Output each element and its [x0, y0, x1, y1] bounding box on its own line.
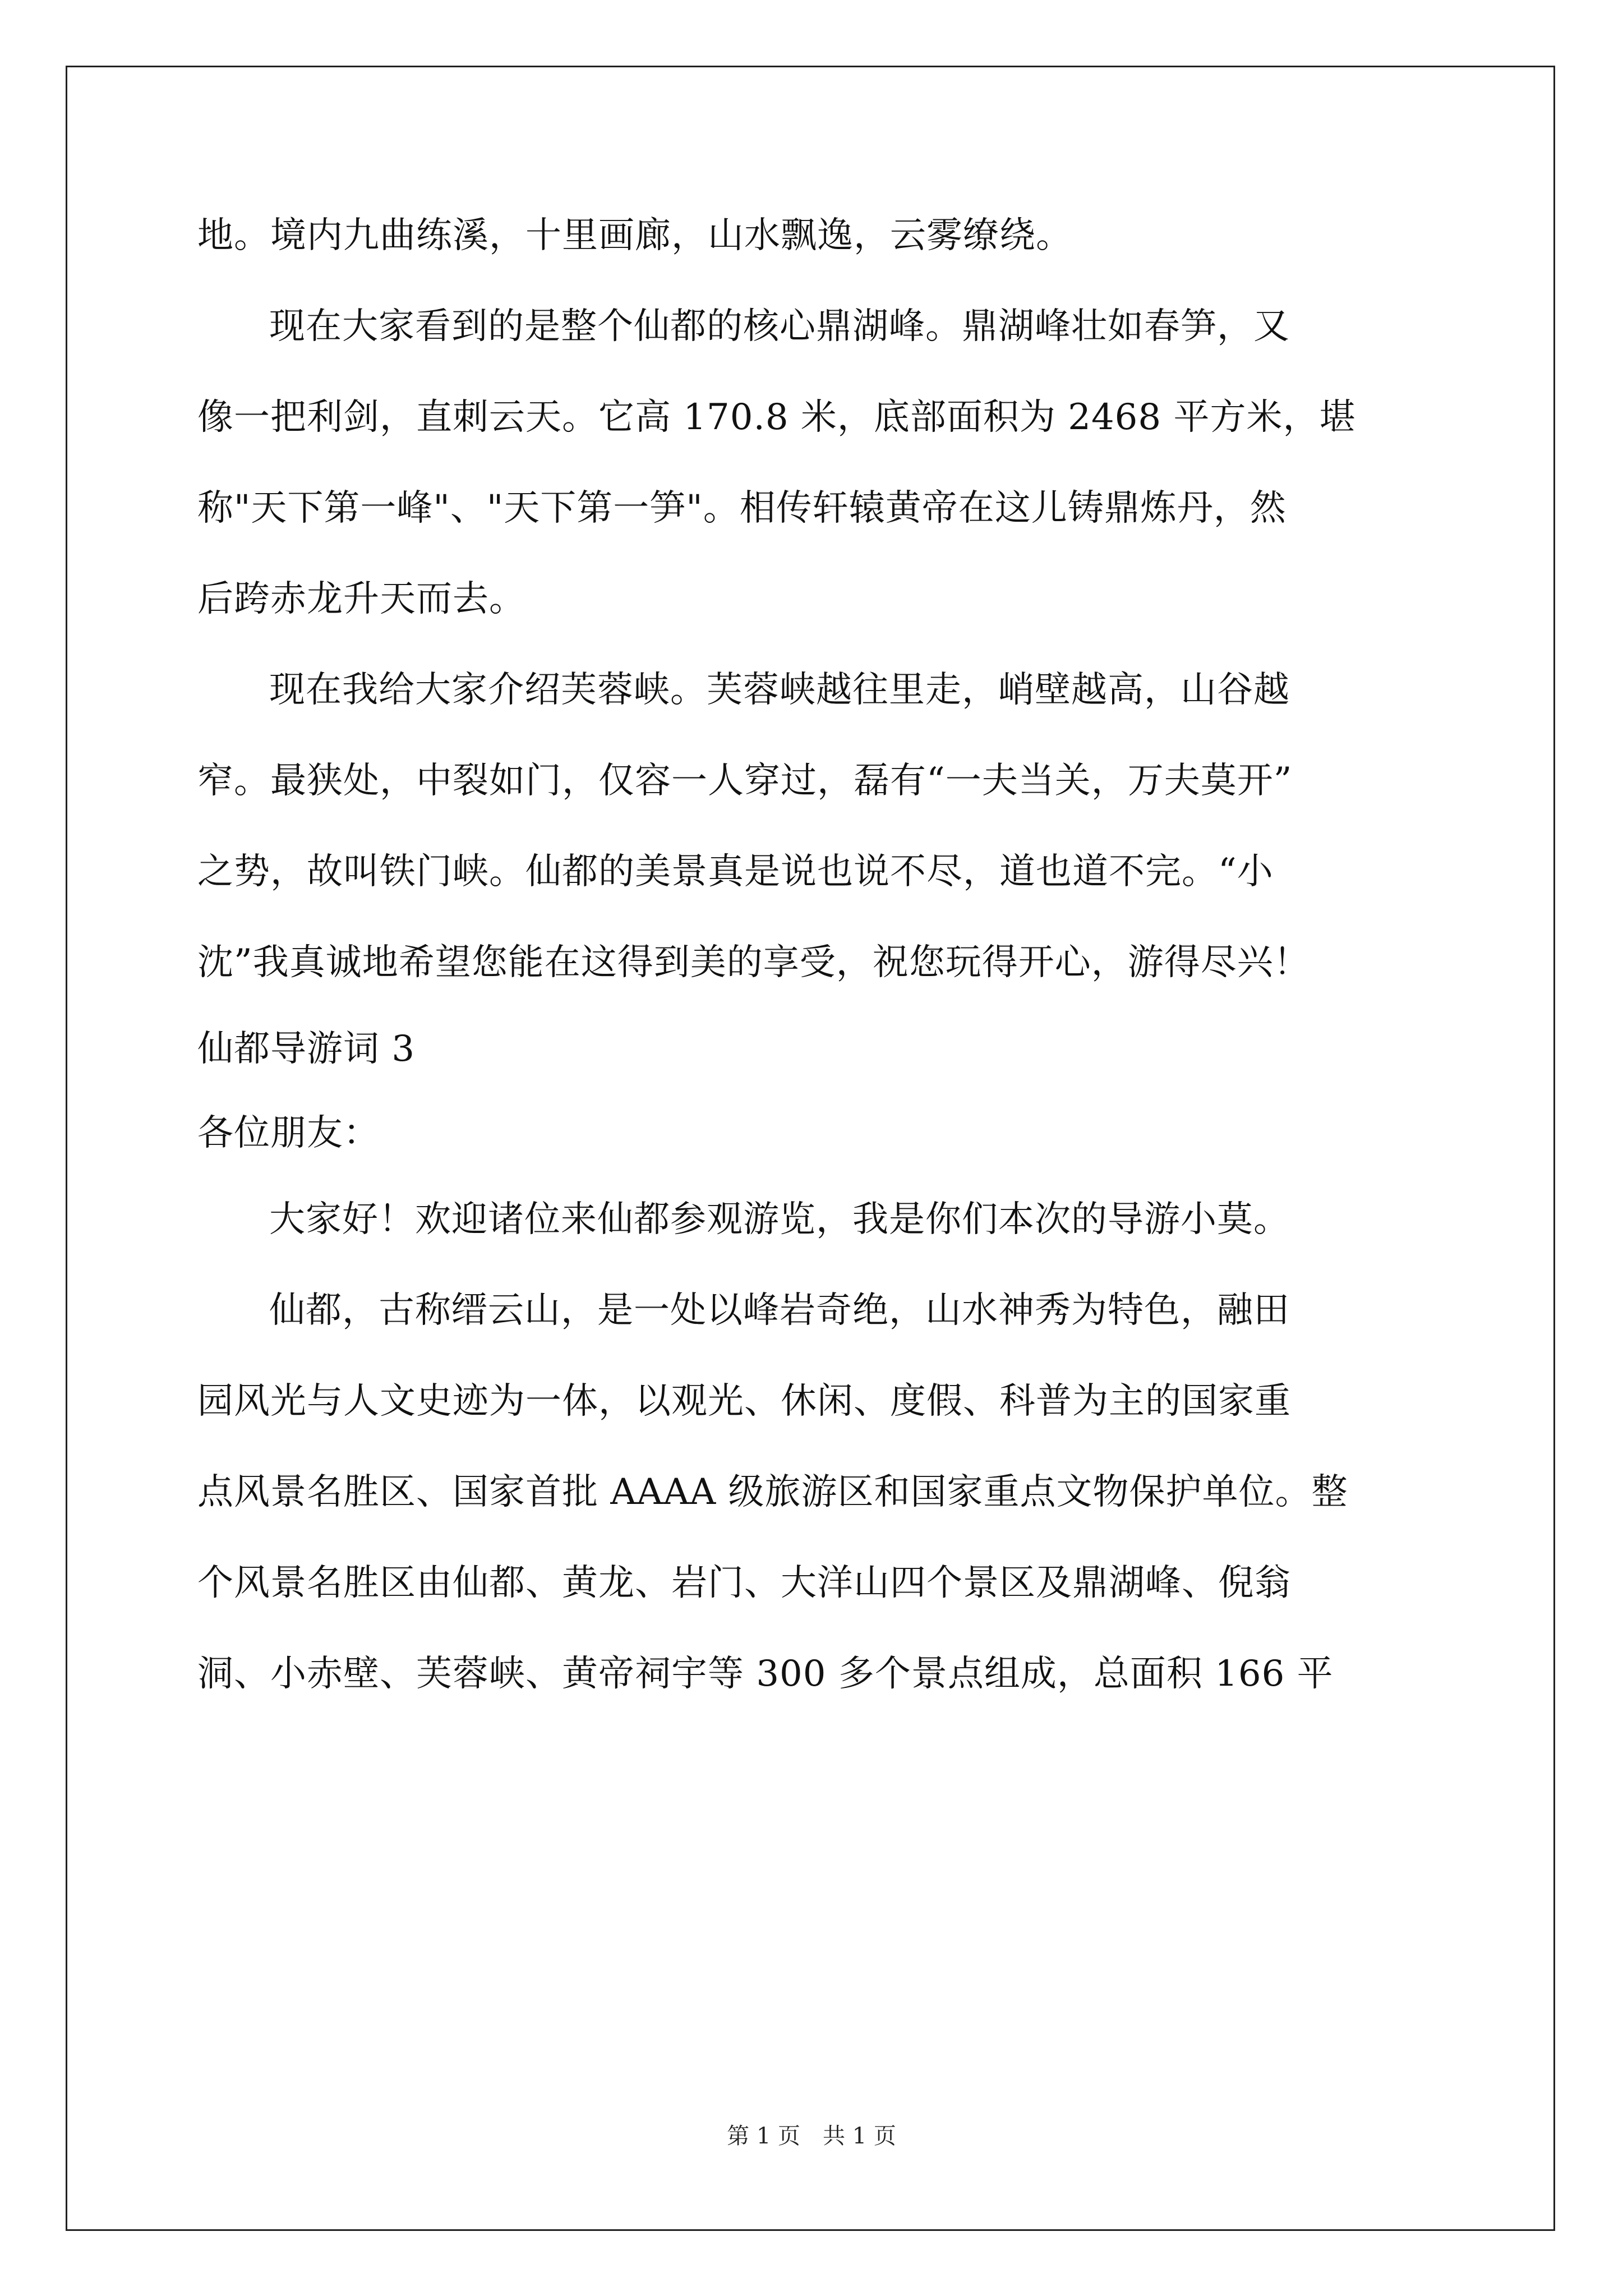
text-line: 地。境内九曲练溪，十里画廊，山水飘逸，云雾缭绕。 — [197, 215, 1072, 256]
text-line: 后跨赤龙升天而去。 — [197, 578, 525, 620]
page-footer: 第 1 页 共 1 页 — [727, 2123, 896, 2149]
text-line: 窄。最狭处，中裂如门，仅容一人穿过，磊有“一夫当关，万夫莫开” — [197, 760, 1293, 802]
text-line: 称"天下第一峰"、"天下第一笋"。相传轩辕黄帝在这儿铸鼎炼丹，然 — [197, 487, 1287, 529]
text-line: 点风景名胜区、国家首批 AAAA 级旅游区和国家重点文物保护单位。整 — [197, 1471, 1348, 1513]
text-line: 像一把利剑，直刺云天。它高 170.8 米，底部面积为 2468 平方米，堪 — [197, 397, 1356, 438]
text-line: 个风景名胜区由仙都、黄龙、岩门、大洋山四个景区及鼎湖峰、倪翁 — [197, 1562, 1291, 1604]
section-heading: 仙都导游词 3 — [197, 1028, 416, 1070]
text-line: 现在我给大家介绍芙蓉峡。芙蓉峡越往里走，峭壁越高，山谷越 — [269, 669, 1290, 711]
text-line: 园风光与人文史迹为一体，以观光、休闲、度假、科普为主的国家重 — [197, 1381, 1291, 1422]
salutation: 各位朋友： — [197, 1112, 380, 1154]
text-line: 仙都，古称缙云山，是一处以峰岩奇绝，山水神秀为特色，融田 — [269, 1290, 1290, 1331]
text-line: 现在大家看到的是整个仙都的核心鼎湖峰。鼎湖峰壮如春笋，又 — [269, 306, 1290, 347]
text-line: 沈”我真诚地希望您能在这得到美的享受，祝您玩得开心，游得尽兴！ — [197, 942, 1310, 983]
text-line: 大家好！欢迎诸位来仙都参观游览，我是你们本次的导游小莫。 — [269, 1199, 1290, 1240]
text-line: 洞、小赤壁、芙蓉峡、黄帝祠宇等 300 多个景点组成，总面积 166 平 — [197, 1653, 1334, 1695]
text-line: 之势，故叫铁门峡。仙都的美景真是说也说不尽，道也道不完。“小 — [197, 851, 1274, 892]
